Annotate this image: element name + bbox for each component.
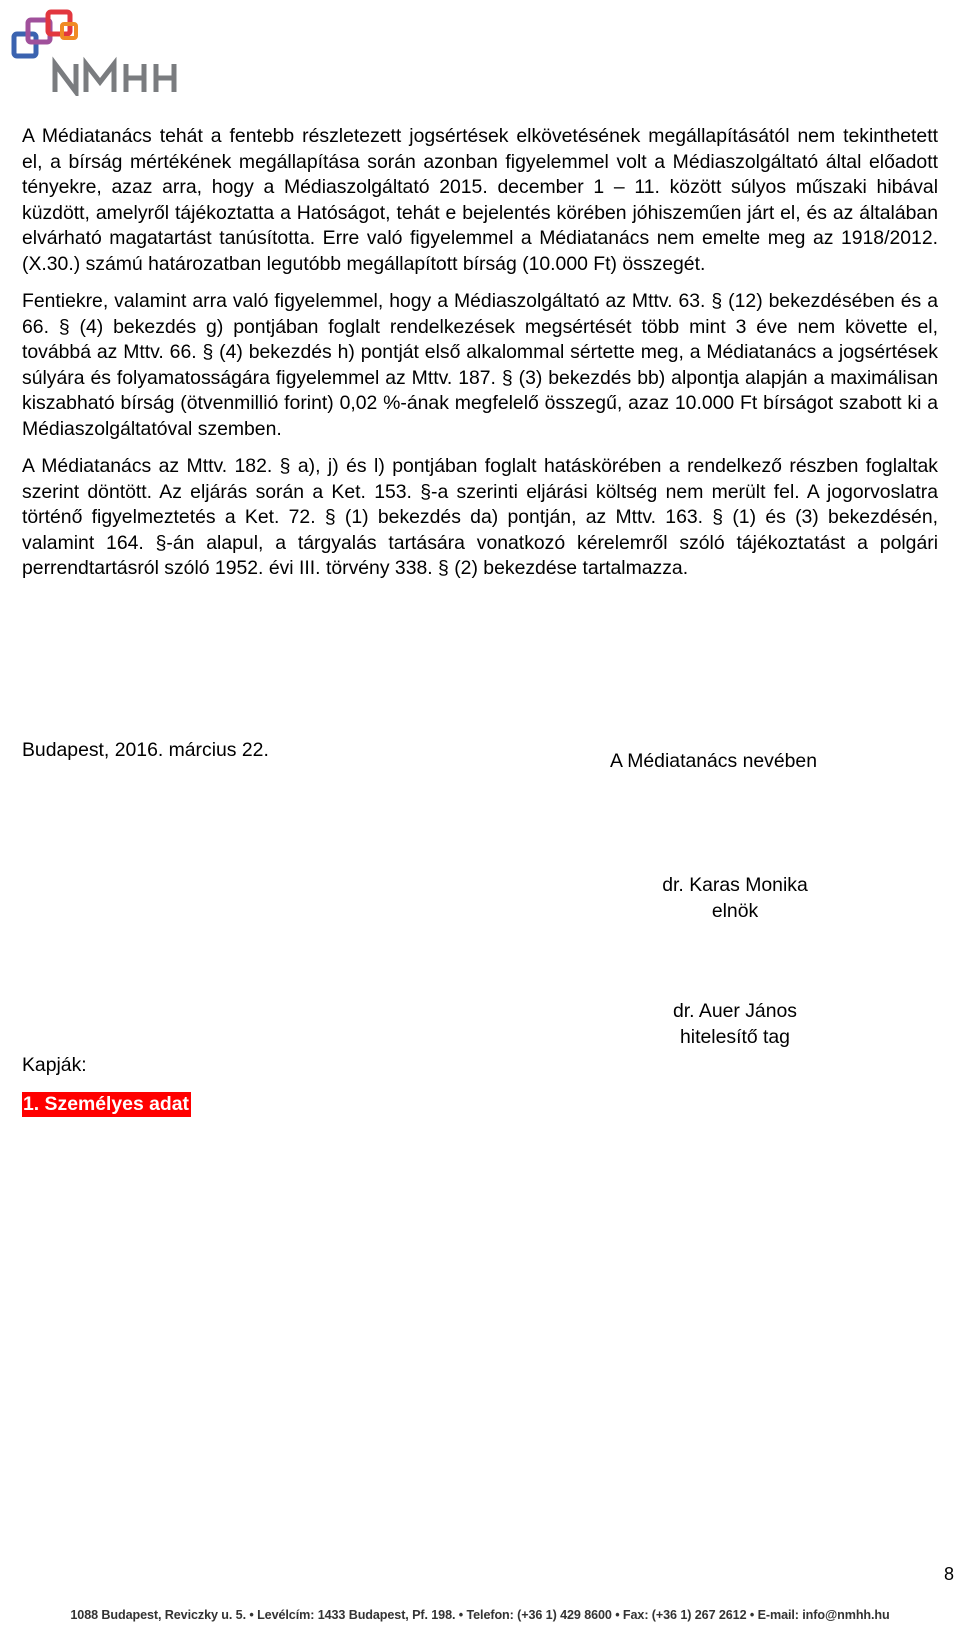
page-number: 8 [943,1564,954,1584]
recipient-redacted-personal-data: 1. Személyes adat [23,1093,189,1115]
signature-authenticator [620,999,850,1050]
authenticator-title: hitelesítő tag [680,1025,790,1048]
chair-title: elnök [711,899,759,922]
paragraph-fine-reasoning: A Médiatanács tehát a fentebb részletezett jogsértések elkövetésének megállapításától nem tekinthetett el, a bírság mértékének megállapítása során azonban figyelemmel volt a Médiaszolgáltató által előadott tényekre, azaz arra, hogy a Médiaszolgáltató 2015. december 1 – 11. között súlyos műszaki hibával küzdött, amelyről tájékoztatta a Hatóságot, tehát e bejelentés körében jóhiszeműen járt el, és az általában elvárható magatartást tanúsította. Erre való figyelemmel a Médiatanács nem emelte meg az 1918/2012. (X.30.) számú határozatban legutóbb megállapított bírság (10.000 Ft) összegét. [22,125,938,275]
signature-chair [620,873,850,924]
nmhh-logo-mark [10,6,180,96]
paragraph-fine-amount: Fentiekre, valamint arra való figyelemmel, hogy a Médiaszolgáltató az Mttv. 63. § (12) bekezdésében és a 66. § (4) bekezdés g) pontjában foglalt rendelkezések megsértését több mint 3 éve nem követte el, továbbá az Mttv. 66. § (4) bekezdés h) pontját első alkalommal sértette meg, a Médiatanács a jogsértések súlyára és folyamatosságára figyelemmel az Mttv. 187. § (3) bekezdés bb) alpontja alapján a maximálisan kiszabható bírság (ötvenmillió forint) 0,02 %-ának megfelelő összegű, azaz 10.000 Ft bírságot szabott ki a Médiaszolgáltatóval szemben. [22,290,938,440]
authenticator-name: dr. Auer János [673,1000,797,1022]
page-footer: 1088 Budapest, Reviczky u. 5. • Levélcím: 1433 Budapest, Pf. 198. • Telefon: (+36 1) 429 8600 • Fax: (+36 1) 267 2612 • E-mail: info@nmhh.hu [70,1608,890,1622]
document-body [22,124,938,594]
recipients-label: Kapják: [22,1054,87,1076]
dateline: Budapest, 2016. március 22. [22,739,269,761]
chair-name: dr. Karas Monika [662,874,808,896]
paragraph-legal-basis: A Médiatanács az Mttv. 182. § a), j) és l) pontjában foglalt hatáskörében a rendelkező részben foglaltak szerint döntött. Az eljárás során a Ket. 153. §-a szerinti eljárási költség nem merült fel. A jogorvoslatra történő figyelmeztetés a Ket. 72. § (1) bekezdés da) pontján, az Mttv. 163. § (1) és (3) bekezdésén, valamint 164. §-án alapul, a tárgyalás tartására vonatkozó kérelemről szóló tájékoztatást a polgári perrendtartásról szóló 1952. évi III. törvény 338. § (2) bekezdése tartalmazza. [22,455,938,579]
nmhh-logo [10,6,180,96]
signature-on-behalf: A Médiatanács nevében [610,750,817,772]
